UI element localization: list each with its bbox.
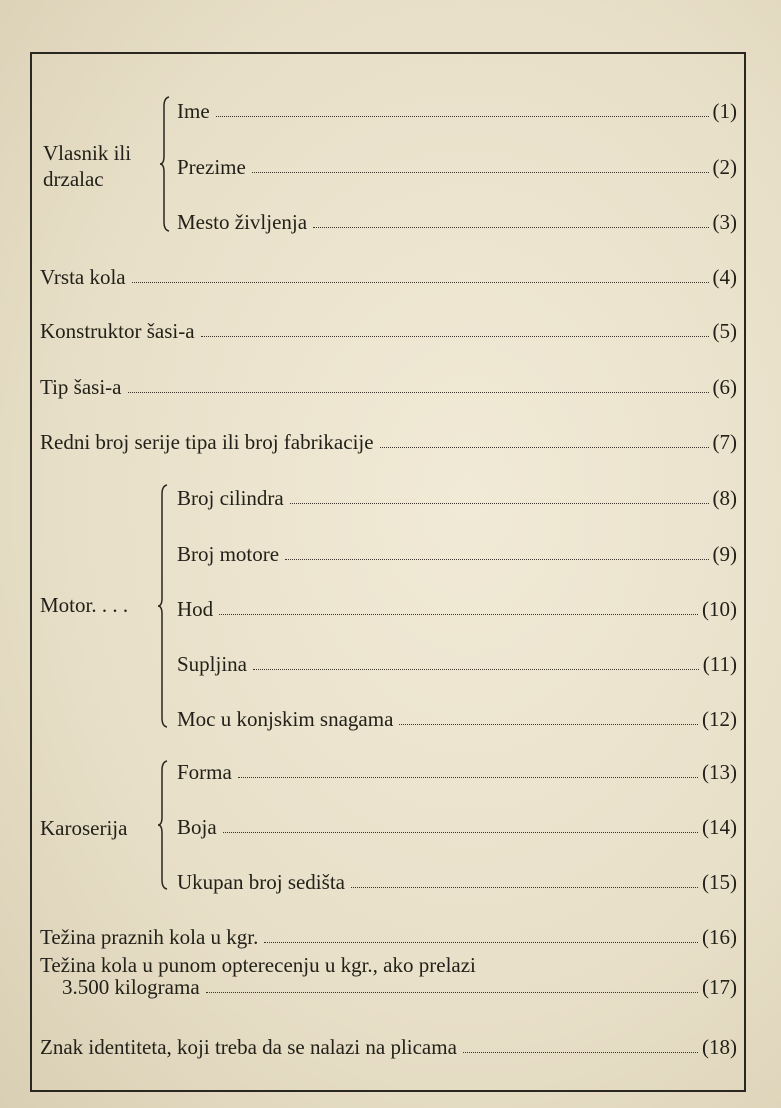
- field-label: Hod: [177, 597, 214, 621]
- fill-line: [264, 942, 698, 943]
- field-number: (10): [702, 597, 737, 621]
- field-label: Ime: [177, 99, 210, 123]
- fill-line: [399, 724, 698, 725]
- field-row-vrsta-kola[interactable]: [40, 260, 737, 288]
- field-number: (8): [712, 486, 737, 510]
- fill-line: [252, 172, 709, 173]
- field-label: Broj motore: [177, 542, 280, 566]
- field-label: Supljina: [177, 652, 248, 676]
- fill-line: [223, 832, 698, 833]
- field-number: (1): [712, 99, 737, 123]
- body-group-label: Karoserija: [40, 816, 128, 840]
- field-label: Boja: [177, 815, 217, 839]
- field-number: (13): [702, 760, 737, 784]
- field-number: (9): [712, 542, 737, 566]
- field-row-mesto[interactable]: [177, 205, 737, 233]
- fill-line: [128, 392, 709, 393]
- field-row-broj-motore[interactable]: [177, 537, 737, 565]
- field-label: Vrsta kola: [40, 265, 126, 289]
- field-label: Konstruktor šasi-a: [40, 319, 195, 343]
- field-number: (15): [702, 870, 737, 894]
- field-number: (11): [702, 652, 737, 676]
- field-row-forma[interactable]: [177, 755, 737, 783]
- field-number: (6): [712, 375, 737, 399]
- field-label: Mesto življenja: [177, 210, 308, 234]
- field-label: Prezime: [177, 155, 246, 179]
- field-row-tip-sasi[interactable]: [40, 370, 737, 398]
- fill-line: [132, 282, 709, 283]
- field-label: Redni broj serije tipa ili broj fabrikacije: [40, 430, 374, 454]
- body-brace: [158, 760, 168, 890]
- field-row-konstruktor[interactable]: [40, 314, 737, 342]
- field-label-line1: Težina kola u punom opterecenju u kgr., ako prelazi: [40, 953, 476, 977]
- field-number: (5): [712, 319, 737, 343]
- field-number: (14): [702, 815, 737, 839]
- field-row-broj-cilindra[interactable]: [177, 481, 737, 509]
- fill-line: [253, 669, 699, 670]
- field-row-redni-broj[interactable]: [40, 425, 737, 453]
- field-number: (4): [712, 265, 737, 289]
- field-row-prezime[interactable]: [177, 150, 737, 178]
- owner-group-label: [43, 140, 131, 192]
- field-label: Ukupan broj sedišta: [177, 870, 345, 894]
- field-number: (12): [702, 707, 737, 731]
- fill-line: [463, 1052, 698, 1053]
- fill-line: [206, 992, 698, 993]
- fill-line: [238, 777, 698, 778]
- field-row-moc[interactable]: [177, 702, 737, 730]
- fill-line: [219, 614, 698, 615]
- field-row-sedista[interactable]: [177, 865, 737, 893]
- owner-brace: [160, 96, 170, 232]
- field-row-znak-identiteta[interactable]: [40, 1030, 737, 1058]
- owner-label-line2: drzalac: [43, 167, 104, 191]
- fill-line: [201, 336, 709, 337]
- fill-line: [285, 559, 708, 560]
- motor-brace: [158, 484, 168, 728]
- fill-line: [313, 227, 708, 228]
- field-number: (17): [702, 975, 737, 999]
- motor-group-label: Motor. . . .: [40, 593, 129, 617]
- field-row-tezina-punom[interactable]: [62, 970, 737, 998]
- field-number: (2): [712, 155, 737, 179]
- field-number: (16): [702, 925, 737, 949]
- field-row-hod[interactable]: [177, 592, 737, 620]
- field-row-supljina[interactable]: [177, 647, 737, 675]
- field-label: Znak identiteta, koji treba da se nalazi na plicama: [40, 1035, 457, 1059]
- field-label: Tip šasi-a: [40, 375, 122, 399]
- field-row-ime[interactable]: [177, 94, 737, 122]
- field-row-tezina-praznih[interactable]: [40, 920, 737, 948]
- fill-line: [351, 887, 698, 888]
- fill-line: [380, 447, 709, 448]
- field-number: (3): [712, 210, 737, 234]
- field-number: (7): [712, 430, 737, 454]
- field-label: Broj cilindra: [177, 486, 284, 510]
- field-number: (18): [702, 1035, 737, 1059]
- field-label: Težina praznih kola u kgr.: [40, 925, 259, 949]
- field-row-boja[interactable]: [177, 810, 737, 838]
- fill-line: [216, 116, 709, 117]
- field-label: Moc u konjskim snagama: [177, 707, 394, 731]
- fill-line: [290, 503, 709, 504]
- field-label: Forma: [177, 760, 232, 784]
- field-label: 3.500 kilograma: [62, 975, 200, 999]
- owner-label-line1: Vlasnik ili: [43, 141, 132, 165]
